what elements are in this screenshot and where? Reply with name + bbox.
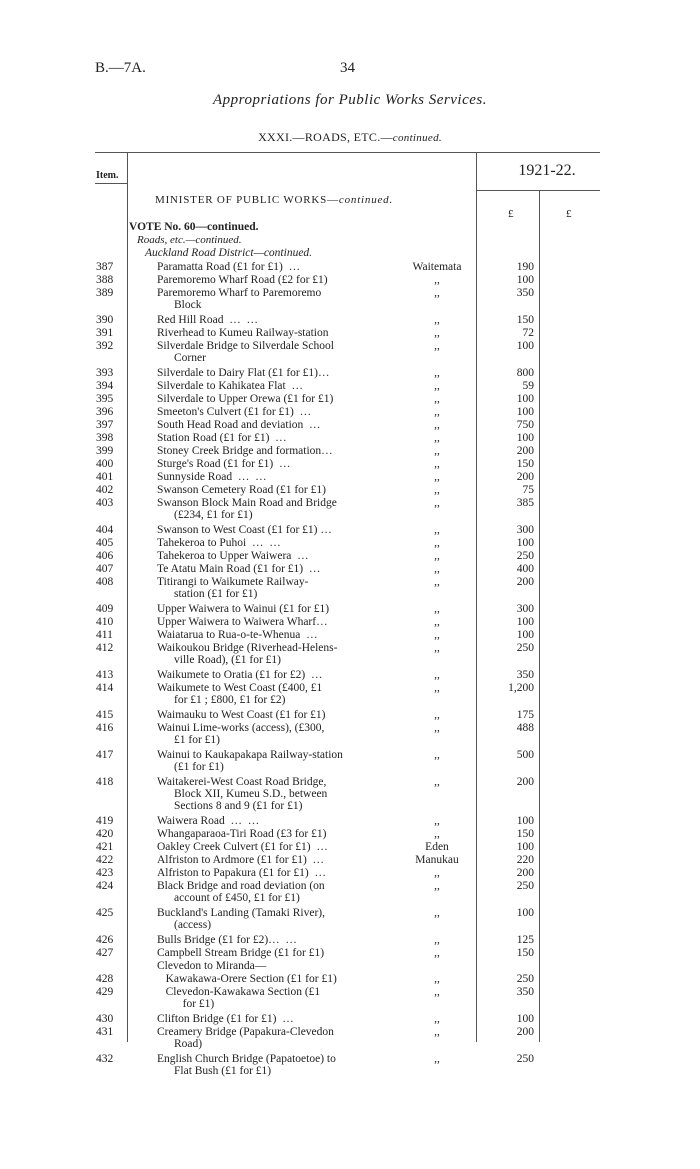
- item-description-line: Paramatta Road (£1 for £1) …: [157, 261, 301, 273]
- electoral-district: ,,: [434, 314, 440, 326]
- item-description-line: Station Road (£1 for £1) …: [157, 432, 287, 444]
- item-description-line: Bulls Bridge (£1 for £2)… …: [157, 934, 297, 946]
- electoral-district: ,,: [434, 287, 440, 299]
- item-number: 430: [96, 1013, 114, 1025]
- item-description-line: Clifton Bridge (£1 for £1) …: [157, 1013, 294, 1025]
- item-description-line: Wainui to Kaukapakapa Railway-station: [157, 749, 343, 761]
- amount-value: 500: [516, 749, 534, 761]
- item-number: 406: [96, 550, 114, 562]
- item-description: [157, 682, 402, 706]
- electoral-district: ,,: [434, 380, 440, 392]
- item-description-line: Buckland's Landing (Tamaki River),: [157, 907, 325, 919]
- item-description-line: Sunnyside Road … …: [157, 471, 267, 483]
- item-description-line: Tahekeroa to Upper Waiwera …: [157, 550, 309, 562]
- amount-value: 200: [516, 776, 534, 788]
- electoral-district: ,,: [434, 406, 440, 418]
- item-description-line: Silverdale to Dairy Flat (£1 for £1)…: [157, 367, 330, 379]
- table-header-rule: [95, 183, 127, 184]
- amount-value: 100: [516, 616, 534, 628]
- item-number: 393: [96, 367, 114, 379]
- item-description: [157, 960, 402, 972]
- item-description: [157, 1013, 402, 1025]
- item-description-line: Waiatarua to Rua-o-te-Whenua …: [157, 629, 318, 641]
- amount-value: 100: [516, 815, 534, 827]
- amount-value: 200: [516, 867, 534, 879]
- item-description-continuation: (£1 for £1): [174, 761, 224, 773]
- item-description-line: Creamery Bridge (Papakura-Clevedon: [157, 1026, 334, 1038]
- currency-symbol-1: £: [508, 208, 514, 220]
- item-number: 392: [96, 340, 114, 352]
- item-description-line: Sturge's Road (£1 for £1) …: [157, 458, 291, 470]
- item-description: [157, 576, 402, 600]
- item-number: 414: [96, 682, 114, 694]
- item-description-line: South Head Road and deviation …: [157, 419, 321, 431]
- item-description: [157, 709, 402, 721]
- item-number: 425: [96, 907, 114, 919]
- item-number: 418: [96, 776, 114, 788]
- electoral-district: ,,: [434, 880, 440, 892]
- item-description-line: Te Atatu Main Road (£1 for £1) …: [157, 563, 321, 575]
- item-number: 395: [96, 393, 114, 405]
- amount-value: 100: [516, 841, 534, 853]
- item-number: 387: [96, 261, 114, 273]
- section-text: XXXI.—ROADS, ETC.—: [258, 130, 393, 144]
- item-description: [157, 550, 402, 562]
- electoral-district: ,,: [434, 484, 440, 496]
- item-description-line: Alfriston to Papakura (£1 for £1) …: [157, 867, 326, 879]
- item-number: 398: [96, 432, 114, 444]
- item-description: [157, 393, 402, 405]
- item-number: 389: [96, 287, 114, 299]
- electoral-district: ,,: [434, 828, 440, 840]
- item-number: 405: [96, 537, 114, 549]
- item-description-continuation: (access): [174, 919, 212, 931]
- electoral-district: ,,: [434, 669, 440, 681]
- item-description: [157, 669, 402, 681]
- electoral-district: ,,: [434, 524, 440, 536]
- item-number: 408: [96, 576, 114, 588]
- minister-heading: [155, 194, 393, 206]
- electoral-district: ,,: [434, 537, 440, 549]
- amount-value: 750: [516, 419, 534, 431]
- amount-value: 385: [516, 497, 534, 509]
- amount-value: 350: [516, 669, 534, 681]
- item-description-continuation: for £1): [174, 998, 215, 1010]
- item-description-continuation: Road): [174, 1038, 203, 1050]
- amount-value: 100: [516, 432, 534, 444]
- item-description-continuation: Flat Bush (£1 for £1): [174, 1065, 272, 1077]
- item-description: [157, 629, 402, 641]
- item-description: [157, 287, 402, 311]
- item-number: 431: [96, 1026, 114, 1038]
- electoral-district: ,,: [434, 393, 440, 405]
- item-description-line: Whangaparaoa-Tiri Road (£3 for £1): [157, 828, 327, 840]
- item-description: [157, 986, 402, 1010]
- amount-column-divider: [539, 190, 540, 1042]
- item-column-divider: [127, 152, 128, 1042]
- item-number: 403: [96, 497, 114, 509]
- item-description-line: Clevedon to Miranda—: [157, 960, 267, 972]
- item-description-line: Silverdale to Kahikatea Flat …: [157, 380, 303, 392]
- amount-value: 100: [516, 393, 534, 405]
- electoral-district: Waitemata: [412, 261, 462, 273]
- item-number: 413: [96, 669, 114, 681]
- item-column-header: Item.: [96, 170, 119, 181]
- roads-heading: Roads, etc.—continued.: [137, 234, 242, 246]
- item-number: 404: [96, 524, 114, 536]
- item-number: 391: [96, 327, 114, 339]
- item-description-continuation: ville Road), (£1 for £1): [174, 654, 281, 666]
- minister-text: MINISTER OF PUBLIC WORKS—: [155, 194, 339, 206]
- amount-value: 59: [522, 380, 534, 392]
- item-number: 410: [96, 616, 114, 628]
- item-number: 388: [96, 274, 114, 286]
- item-number: 407: [96, 563, 114, 575]
- amount-value: 488: [516, 722, 534, 734]
- item-description-line: Red Hill Road … …: [157, 314, 258, 326]
- electoral-district: ,,: [434, 973, 440, 985]
- table-top-rule: [95, 152, 600, 153]
- amount-value: 1,200: [508, 682, 534, 694]
- item-description-line: Smeeton's Culvert (£1 for £1) …: [157, 406, 312, 418]
- item-number: 396: [96, 406, 114, 418]
- item-description: [157, 1053, 402, 1077]
- item-number: 429: [96, 986, 114, 998]
- item-description-line: Waikumete to West Coast (£400, £1: [157, 682, 323, 694]
- item-description-line: Kawakawa-Orere Section (£1 for £1): [157, 973, 337, 985]
- amount-value: 100: [516, 406, 534, 418]
- electoral-district: ,,: [434, 815, 440, 827]
- amount-value: 250: [516, 973, 534, 985]
- item-number: 394: [96, 380, 114, 392]
- item-description: [157, 406, 402, 418]
- item-number: 421: [96, 841, 114, 853]
- electoral-district: Eden: [425, 841, 449, 853]
- amount-value: 100: [516, 907, 534, 919]
- amount-value: 250: [516, 1053, 534, 1065]
- amount-value: 220: [516, 854, 534, 866]
- item-number: 419: [96, 815, 114, 827]
- item-description-continuation: (£234, £1 for £1): [174, 509, 253, 521]
- electoral-district: ,,: [434, 445, 440, 457]
- amount-value: 100: [516, 340, 534, 352]
- item-description-line: Waikumete to Oratia (£1 for £2) …: [157, 669, 323, 681]
- year-header-rule: [476, 190, 600, 191]
- item-description-line: Waimauku to West Coast (£1 for £1): [157, 709, 326, 721]
- item-description: [157, 524, 402, 536]
- electoral-district: ,,: [434, 867, 440, 879]
- item-description: [157, 367, 402, 379]
- item-description-line: Paremoremo Wharf Road (£2 for £1): [157, 274, 328, 286]
- amount-value: 250: [516, 550, 534, 562]
- item-description: [157, 314, 402, 326]
- electoral-district: ,,: [434, 776, 440, 788]
- item-number: 415: [96, 709, 114, 721]
- item-description: [157, 458, 402, 470]
- item-number: 400: [96, 458, 114, 470]
- report-reference: B.—7A.: [95, 60, 146, 76]
- item-description-line: Upper Waiwera to Wainui (£1 for £1): [157, 603, 330, 615]
- amount-value: 200: [516, 1026, 534, 1038]
- item-description-line: Wainui Lime-works (access), (£300,: [157, 722, 325, 734]
- item-number: 402: [96, 484, 114, 496]
- item-number: 424: [96, 880, 114, 892]
- amount-value: 125: [516, 934, 534, 946]
- electoral-district: ,,: [434, 563, 440, 575]
- item-number: 412: [96, 642, 114, 654]
- item-description: [157, 934, 402, 946]
- year-column-header: 1921-22.: [518, 162, 576, 179]
- item-description-continuation: £1 for £1): [174, 734, 220, 746]
- item-number: 399: [96, 445, 114, 457]
- item-description: [157, 841, 402, 853]
- item-description-continuation: station (£1 for £1): [174, 588, 258, 600]
- item-description-line: Clevedon-Kawakawa Section (£1: [157, 986, 321, 998]
- electoral-district: ,,: [434, 642, 440, 654]
- item-description-line: Swanson Cemetery Road (£1 for £1): [157, 484, 326, 496]
- item-description: [157, 432, 402, 444]
- electoral-district: ,,: [434, 709, 440, 721]
- item-description: [157, 828, 402, 840]
- page-number: 34: [340, 60, 355, 76]
- electoral-district: ,,: [434, 419, 440, 431]
- electoral-district: ,,: [434, 340, 440, 352]
- item-description: [157, 642, 402, 666]
- electoral-district: ,,: [434, 576, 440, 588]
- item-description: [157, 907, 402, 931]
- minister-continued: continued.: [338, 194, 394, 206]
- item-description: [157, 854, 402, 866]
- item-description-line: Alfriston to Ardmore (£1 for £1) …: [157, 854, 325, 866]
- amount-value: 175: [516, 709, 534, 721]
- electoral-district: ,,: [434, 986, 440, 998]
- item-number: 417: [96, 749, 114, 761]
- item-description-continuation: Corner: [174, 352, 206, 364]
- item-description-line: Waikoukou Bridge (Riverhead-Helens-: [157, 642, 338, 654]
- electoral-district: ,,: [434, 682, 440, 694]
- item-description: [157, 537, 402, 549]
- amount-value: 100: [516, 274, 534, 286]
- section-continued: continued.: [392, 132, 442, 144]
- item-description: [157, 603, 402, 615]
- amount-value: 250: [516, 880, 534, 892]
- electoral-district: ,,: [434, 327, 440, 339]
- item-description: [157, 419, 402, 431]
- item-number: 390: [96, 314, 114, 326]
- electoral-district: ,,: [434, 629, 440, 641]
- electoral-district: ,,: [434, 1026, 440, 1038]
- section-heading: [0, 130, 700, 145]
- item-description-line: Upper Waiwera to Waiwera Wharf…: [157, 616, 328, 628]
- item-description: [157, 327, 402, 339]
- item-description: [157, 616, 402, 628]
- item-description-continuation: Block: [174, 299, 202, 311]
- item-description-line: Oakley Creek Culvert (£1 for £1) …: [157, 841, 328, 853]
- amount-value: 150: [516, 314, 534, 326]
- item-description-continuation: Sections 8 and 9 (£1 for £1): [174, 800, 303, 812]
- electoral-district: Manukau: [415, 854, 459, 866]
- item-description: [157, 497, 402, 521]
- amount-value: 150: [516, 828, 534, 840]
- item-description-line: Black Bridge and road deviation (on: [157, 880, 325, 892]
- electoral-district: ,,: [434, 749, 440, 761]
- currency-symbol-2: £: [566, 208, 572, 220]
- amount-value: 200: [516, 445, 534, 457]
- electoral-district: ,,: [434, 274, 440, 286]
- item-number: 423: [96, 867, 114, 879]
- item-description-line: Riverhead to Kumeu Railway-station: [157, 327, 329, 339]
- amount-value: 300: [516, 603, 534, 615]
- electoral-district: ,,: [434, 934, 440, 946]
- item-description-line: Swanson Block Main Road and Bridge: [157, 497, 337, 509]
- amount-value: 300: [516, 524, 534, 536]
- item-number: 409: [96, 603, 114, 615]
- amount-value: 150: [516, 947, 534, 959]
- item-description-continuation: account of £450, £1 for £1): [174, 892, 300, 904]
- item-description: [157, 445, 402, 457]
- item-number: 397: [96, 419, 114, 431]
- amount-value: 800: [516, 367, 534, 379]
- item-description: [157, 471, 402, 483]
- amount-value: 400: [516, 563, 534, 575]
- item-description-line: Silverdale Bridge to Silverdale School: [157, 340, 334, 352]
- amount-value: 190: [516, 261, 534, 273]
- amount-value: 100: [516, 1013, 534, 1025]
- item-number: 422: [96, 854, 114, 866]
- item-description-line: Stoney Creek Bridge and formation…: [157, 445, 333, 457]
- item-number: 420: [96, 828, 114, 840]
- item-description: [157, 973, 402, 985]
- amount-value: 75: [522, 484, 534, 496]
- amount-value: 350: [516, 287, 534, 299]
- item-description: [157, 274, 402, 286]
- amount-value: 200: [516, 471, 534, 483]
- electoral-district: ,,: [434, 616, 440, 628]
- item-description: [157, 947, 402, 959]
- vote-heading: VOTE No. 60—continued.: [129, 221, 259, 233]
- item-description-continuation: for £1 ; £800, £1 for £2): [174, 694, 286, 706]
- item-description-line: English Church Bridge (Papatoetoe) to: [157, 1053, 336, 1065]
- electoral-district: ,,: [434, 603, 440, 615]
- item-number: 428: [96, 973, 114, 985]
- electoral-district: ,,: [434, 1053, 440, 1065]
- amount-value: 150: [516, 458, 534, 470]
- item-description: [157, 749, 402, 773]
- amount-value: 72: [522, 327, 534, 339]
- item-number: 432: [96, 1053, 114, 1065]
- item-description: [157, 484, 402, 496]
- electoral-district: ,,: [434, 432, 440, 444]
- item-description-line: Titirangi to Waikumete Railway-: [157, 576, 309, 588]
- electoral-district: ,,: [434, 471, 440, 483]
- item-description: [157, 815, 402, 827]
- item-description-continuation: Block XII, Kumeu S.D., between: [174, 788, 328, 800]
- district-heading: Auckland Road District—continued.: [145, 247, 313, 259]
- item-description: [157, 867, 402, 879]
- item-description: [157, 563, 402, 575]
- item-description: [157, 1026, 402, 1050]
- electoral-district: ,,: [434, 497, 440, 509]
- item-description: [157, 880, 402, 904]
- amount-value: 100: [516, 537, 534, 549]
- item-description-line: Campbell Stream Bridge (£1 for £1): [157, 947, 325, 959]
- amount-value: 350: [516, 986, 534, 998]
- page-title: Appropriations for Public Works Services.: [213, 92, 487, 108]
- electoral-district: ,,: [434, 458, 440, 470]
- item-number: 411: [96, 629, 113, 641]
- item-description: [157, 261, 402, 273]
- electoral-district: ,,: [434, 722, 440, 734]
- item-number: 416: [96, 722, 114, 734]
- electoral-district: ,,: [434, 1013, 440, 1025]
- amount-value: 250: [516, 642, 534, 654]
- item-description: [157, 340, 402, 364]
- item-description-line: Silverdale to Upper Orewa (£1 for £1): [157, 393, 334, 405]
- item-description-line: Waitakerei-West Coast Road Bridge,: [157, 776, 327, 788]
- item-description-line: Tahekeroa to Puhoi … …: [157, 537, 281, 549]
- item-description: [157, 776, 402, 812]
- item-number: 426: [96, 934, 114, 946]
- electoral-district: ,,: [434, 907, 440, 919]
- amount-value: 200: [516, 576, 534, 588]
- item-number: 427: [96, 947, 114, 959]
- item-description: [157, 380, 402, 392]
- item-description-line: Paremoremo Wharf to Paremoremo: [157, 287, 322, 299]
- amount-value: 100: [516, 629, 534, 641]
- electoral-district: ,,: [434, 550, 440, 562]
- item-description-line: Swanson to West Coast (£1 for £1) …: [157, 524, 332, 536]
- electoral-district: ,,: [434, 367, 440, 379]
- item-description-line: Waiwera Road … …: [157, 815, 260, 827]
- item-number: 401: [96, 471, 114, 483]
- electoral-district: ,,: [434, 947, 440, 959]
- item-description: [157, 722, 402, 746]
